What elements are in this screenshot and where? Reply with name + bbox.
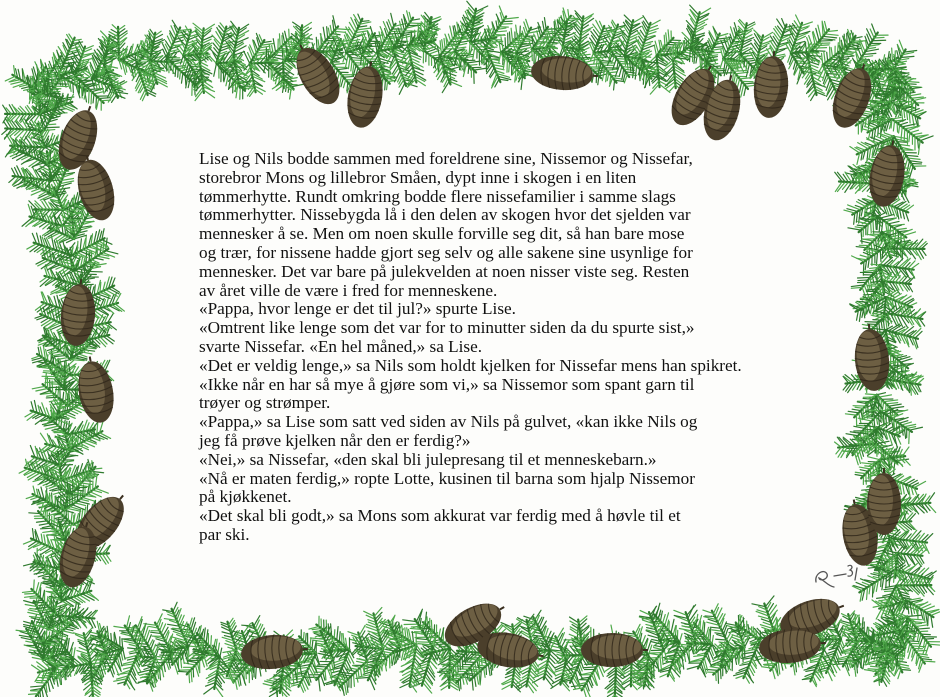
story-line: svarte Nissefar. «En hel måned,» sa Lise.: [199, 336, 483, 356]
story-line: «Det skal bli godt,» sa Mons som akkurat var ferdig med å høvle til et: [199, 506, 681, 526]
story-line: «Omtrent like lenge som det var for to minutter siden da du spurte sist,»: [199, 318, 695, 338]
story-line: par ski.: [199, 524, 250, 544]
story-line: tømmerhytte. Rundt omkring bodde flere nissefamilier i samme slags: [199, 186, 676, 206]
story-line: mennesker å se. Men om noen skulle forville seg dit, så han bare mose: [199, 224, 685, 244]
story-line: «Pappa,» sa Lise som satt ved siden av Nils på gulvet, «kan ikke Nils og: [199, 412, 698, 432]
story-line: «Pappa, hvor lenge er det til jul?» spurte Lise.: [199, 299, 516, 319]
story-line: jeg få prøve kjelken når den er ferdig?»: [199, 430, 471, 450]
pine-cone-icon: [73, 354, 118, 426]
story-text: [199, 150, 809, 545]
story-line: «Ikke når en har så mye å gjøre som vi,» sa Nissemor som spant garn til: [199, 374, 695, 394]
story-line: og trær, for nissene hadde gjort seg selv og alle sakene sine usynlige for: [199, 242, 693, 262]
story-line: «Det er veldig lenge,» sa Nils som holdt kjelken for Nissefar mens han spikret.: [199, 355, 742, 375]
story-line: «Nå er maten ferdig,» ropte Lotte, kusinen til barna som hjalp Nissemor: [199, 468, 695, 488]
story-line: Lise og Nils bodde sammen med foreldrene sine, Nissemor og Nissefar,: [199, 149, 693, 168]
story-line: tømmerhytter. Nissebygda lå i den delen av skogen hvor det sjelden var: [199, 205, 691, 225]
story-line: trøyer og strømper.: [199, 393, 331, 413]
story-line: mennesker. Det var bare på julekvelden at noen nisser viste seg. Resten: [199, 261, 690, 281]
story-line: «Nei,» sa Nissefar, «den skal bli julepresang til et menneskebarn.»: [199, 449, 657, 469]
story-line: storebror Mons og lillebror Småen, dypt inne i skogen i en liten: [199, 167, 637, 187]
illustrator-signature: [810, 556, 870, 592]
story-line: av året ville de være i fred for menneskene.: [199, 280, 498, 300]
story-line: på kjøkkenet.: [199, 487, 292, 507]
